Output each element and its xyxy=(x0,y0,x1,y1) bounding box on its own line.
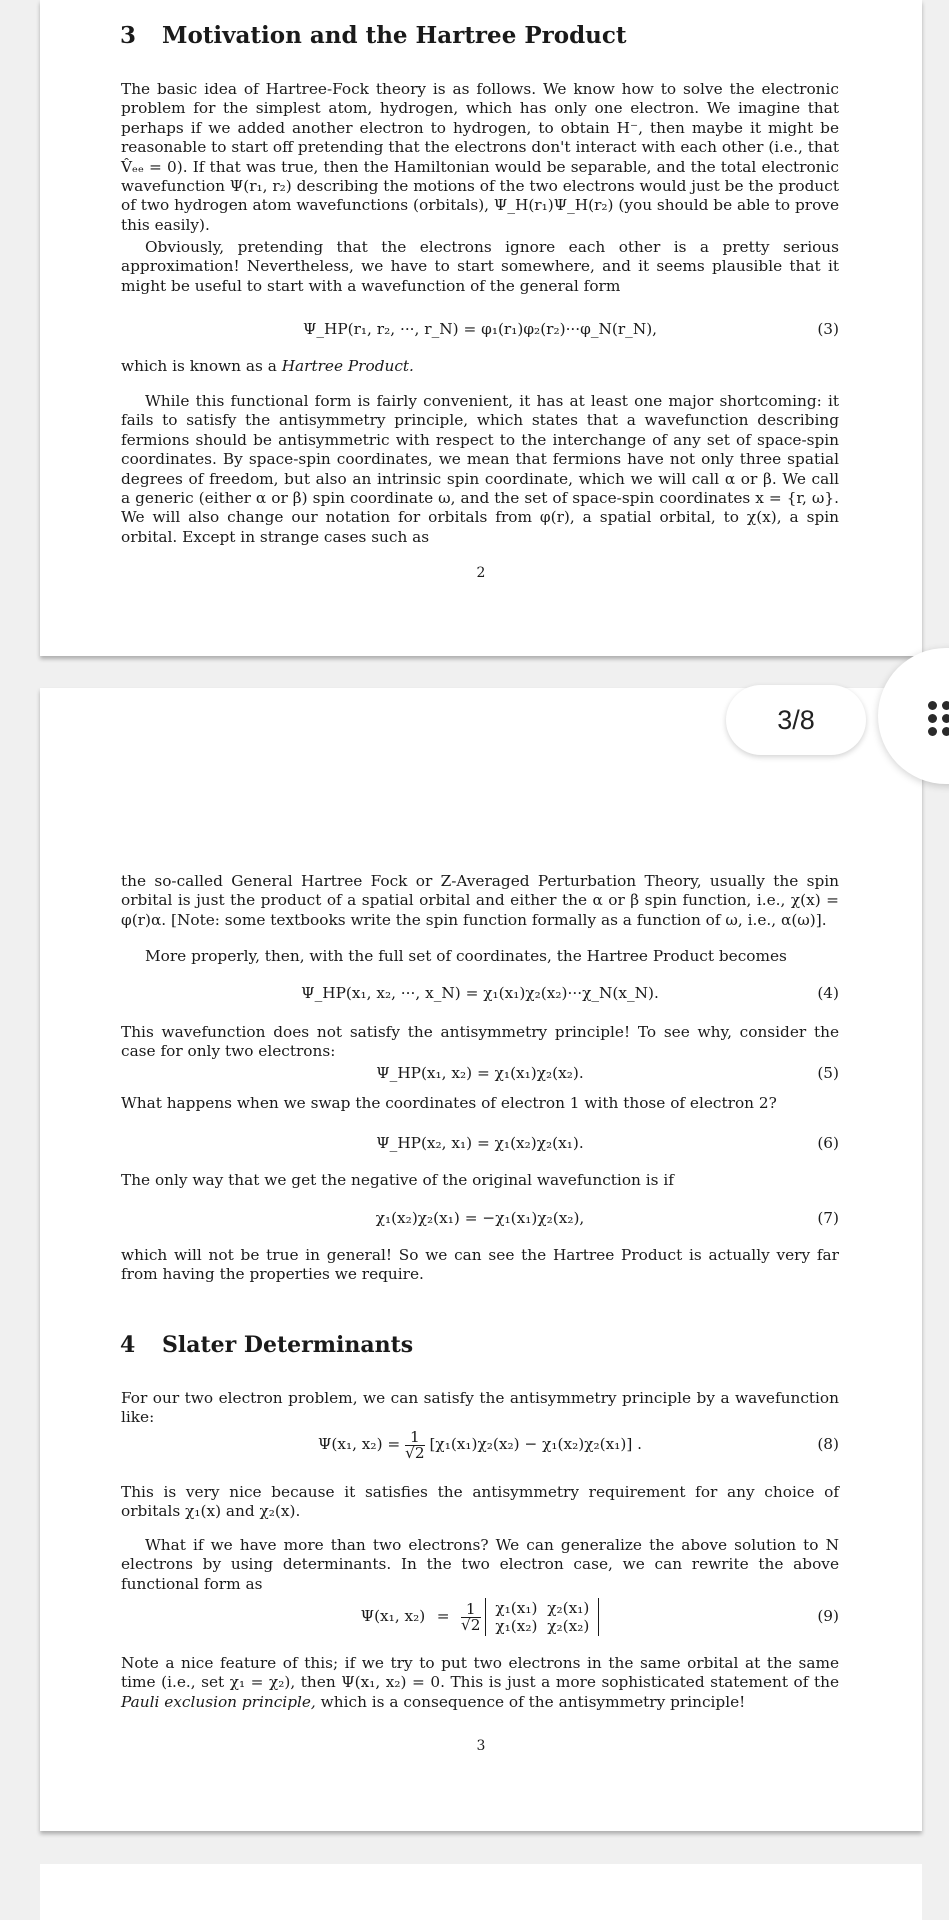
pdf-page-2 xyxy=(40,0,922,656)
equation-number: (9) xyxy=(817,1607,839,1625)
paragraph-hartree-product: which is known as a Hartree Product. xyxy=(121,357,414,375)
pdf-page-4-partial xyxy=(40,1864,922,1920)
paragraph-more-electrons: What if we have more than two electrons? We can generalize the above solution to N electrons by using determinants. In the two electron case, we can rewrite the above functional form as xyxy=(121,1536,839,1593)
equation-8: Ψ(x₁, x₂) = $\frac{1}{√2}$ [χ₁(x₁)χ₂(x₂) − χ₁(x₂)χ₂(x₁)] . (8) xyxy=(317,1427,839,1462)
paragraph-spin-orbital: the so-called General Hartree Fock or Z-Averaged Perturbation Theory, usually the spin orbital is just the product of a spatial orbital and either the α or β spin function, i.e., χ(x) = φ(r)α. [Note: some textbooks write the spin function formally as a function of ω, i.e., α(ω)]. xyxy=(121,872,839,929)
page-number: 3 xyxy=(476,1738,486,1754)
paragraph-swap-question: What happens when we swap the coordinates of electron 1 with those of electron 2? xyxy=(121,1094,777,1112)
equation-6: Ψ_HP(x₂, x₁) = χ₁(x₂)χ₂(x₁). (6) xyxy=(376,1134,839,1152)
section-heading-3: 3 Motivation and the Hartree Product xyxy=(120,22,627,49)
equation-number: (7) xyxy=(817,1209,839,1227)
fraction: $\frac{1}{√2}$ xyxy=(405,1427,425,1462)
paragraph-pauli: Note a nice feature of this; if we try to put two electrons in the same orbital at the same time (i.e., set χ₁ = χ₂), then Ψ(x₁, x₂) = 0. This is just a more sophisticated statement of the Pauli exclusion principle, which is a consequence of the antisymmetry principle! xyxy=(121,1654,839,1711)
equation-number: (4) xyxy=(817,984,839,1002)
page-indicator[interactable]: 3/8 xyxy=(726,685,866,755)
equation-3: Ψ_HP(r₁, r₂, ···, r_N) = φ₁(r₁)φ₂(r₂)···φ_N(r_N), (3) xyxy=(302,320,839,338)
page-number: 2 xyxy=(476,565,486,581)
paragraph-far-from: which will not be true in general! So we can see the Hartree Product is actually very far from having the properties we require. xyxy=(121,1246,839,1284)
more-options-icon[interactable] xyxy=(928,701,949,737)
fraction: $\frac{1}{√2}$ xyxy=(461,1599,481,1634)
paragraph-approximation: Obviously, pretending that the electrons ignore each other is a pretty serious approximation! Nevertheless, we have to start somewhere, and it seems plausible that it might be useful to start with a wavefunction of the general form xyxy=(121,238,839,295)
equation-7: χ₁(x₂)χ₂(x₁) = −χ₁(x₁)χ₂(x₂), (7) xyxy=(375,1209,839,1227)
slater-determinant: χ₁(x₁) χ₂(x₁) χ₁(x₂) χ₂(x₂) xyxy=(485,1598,599,1636)
equation-9: Ψ(x₁, x₂) = $\frac{1}{√2}$ χ₁(x₁) χ₂(x₁) χ₁(x₂) χ₂(x₂) (9) xyxy=(360,1599,839,1635)
paragraph-antisymmetry: While this functional form is fairly convenient, it has at least one major shortcoming: it fails to satisfy the antisymmetry principle, which states that a wavefunction describing fermions should be antisymmetric with respect to the interchange of any set of space-spin coordinates. By space-spin coordinates, we mean that fermions have not only three spatial degrees of freedom, but also an intrinsic spin coordinate, which we will call α or β. We call a generic (either α or β) spin coordinate ω, and the set of space-spin coordinates x = {r, ω}. We will also change our notation for orbitals from φ(r), a spatial orbital, to χ(x), a spin orbital. Except in strange cases such as xyxy=(121,392,839,546)
paragraph-two-electron: For our two electron problem, we can satisfy the antisymmetry principle by a wavefunction like: xyxy=(121,1389,839,1427)
section-heading-4: 4 Slater Determinants xyxy=(120,1332,414,1358)
equation-number: (6) xyxy=(817,1134,839,1152)
equation-number: (5) xyxy=(817,1064,839,1082)
equation-number: (8) xyxy=(817,1435,839,1453)
paragraph-full-coordinates: More properly, then, with the full set of coordinates, the Hartree Product becomes xyxy=(145,947,787,965)
equation-number: (3) xyxy=(817,320,839,338)
paragraph-very-nice: This is very nice because it satisfies the antisymmetry requirement for any choice of orbitals χ₁(x) and χ₂(x). xyxy=(121,1483,839,1521)
paragraph-negative: The only way that we get the negative of the original wavefunction is if xyxy=(121,1171,674,1189)
pdf-page-3 xyxy=(40,688,922,1831)
paragraph-hartree-fock-idea: The basic idea of Hartree-Fock theory is as follows. We know how to solve the electronic problem for the simplest atom, hydrogen, which has only one electron. We imagine that perhaps if we added another electron to hydrogen, to obtain H⁻, then maybe it might be reasonable to start off pretending that the electrons don't interact with each other (i.e., that V̂ₑₑ = 0). If that was true, then the Hamiltonian would be separable, and the total electronic wavefunction Ψ(r₁, r₂) describing the motions of the two electrons would just be the product of two hydrogen atom wavefunctions (orbitals), Ψ_H(r₁)Ψ_H(r₂) (you should be able to prove this easily). xyxy=(121,80,839,234)
equation-4: Ψ_HP(x₁, x₂, ···, x_N) = χ₁(x₁)χ₂(x₂)···χ_N(x_N). (4) xyxy=(301,984,839,1002)
equation-5: Ψ_HP(x₁, x₂) = χ₁(x₁)χ₂(x₂). (5) xyxy=(376,1064,839,1082)
paragraph-not-antisymmetric: This wavefunction does not satisfy the antisymmetry principle! To see why, consider the case for only two electrons: xyxy=(121,1023,839,1061)
